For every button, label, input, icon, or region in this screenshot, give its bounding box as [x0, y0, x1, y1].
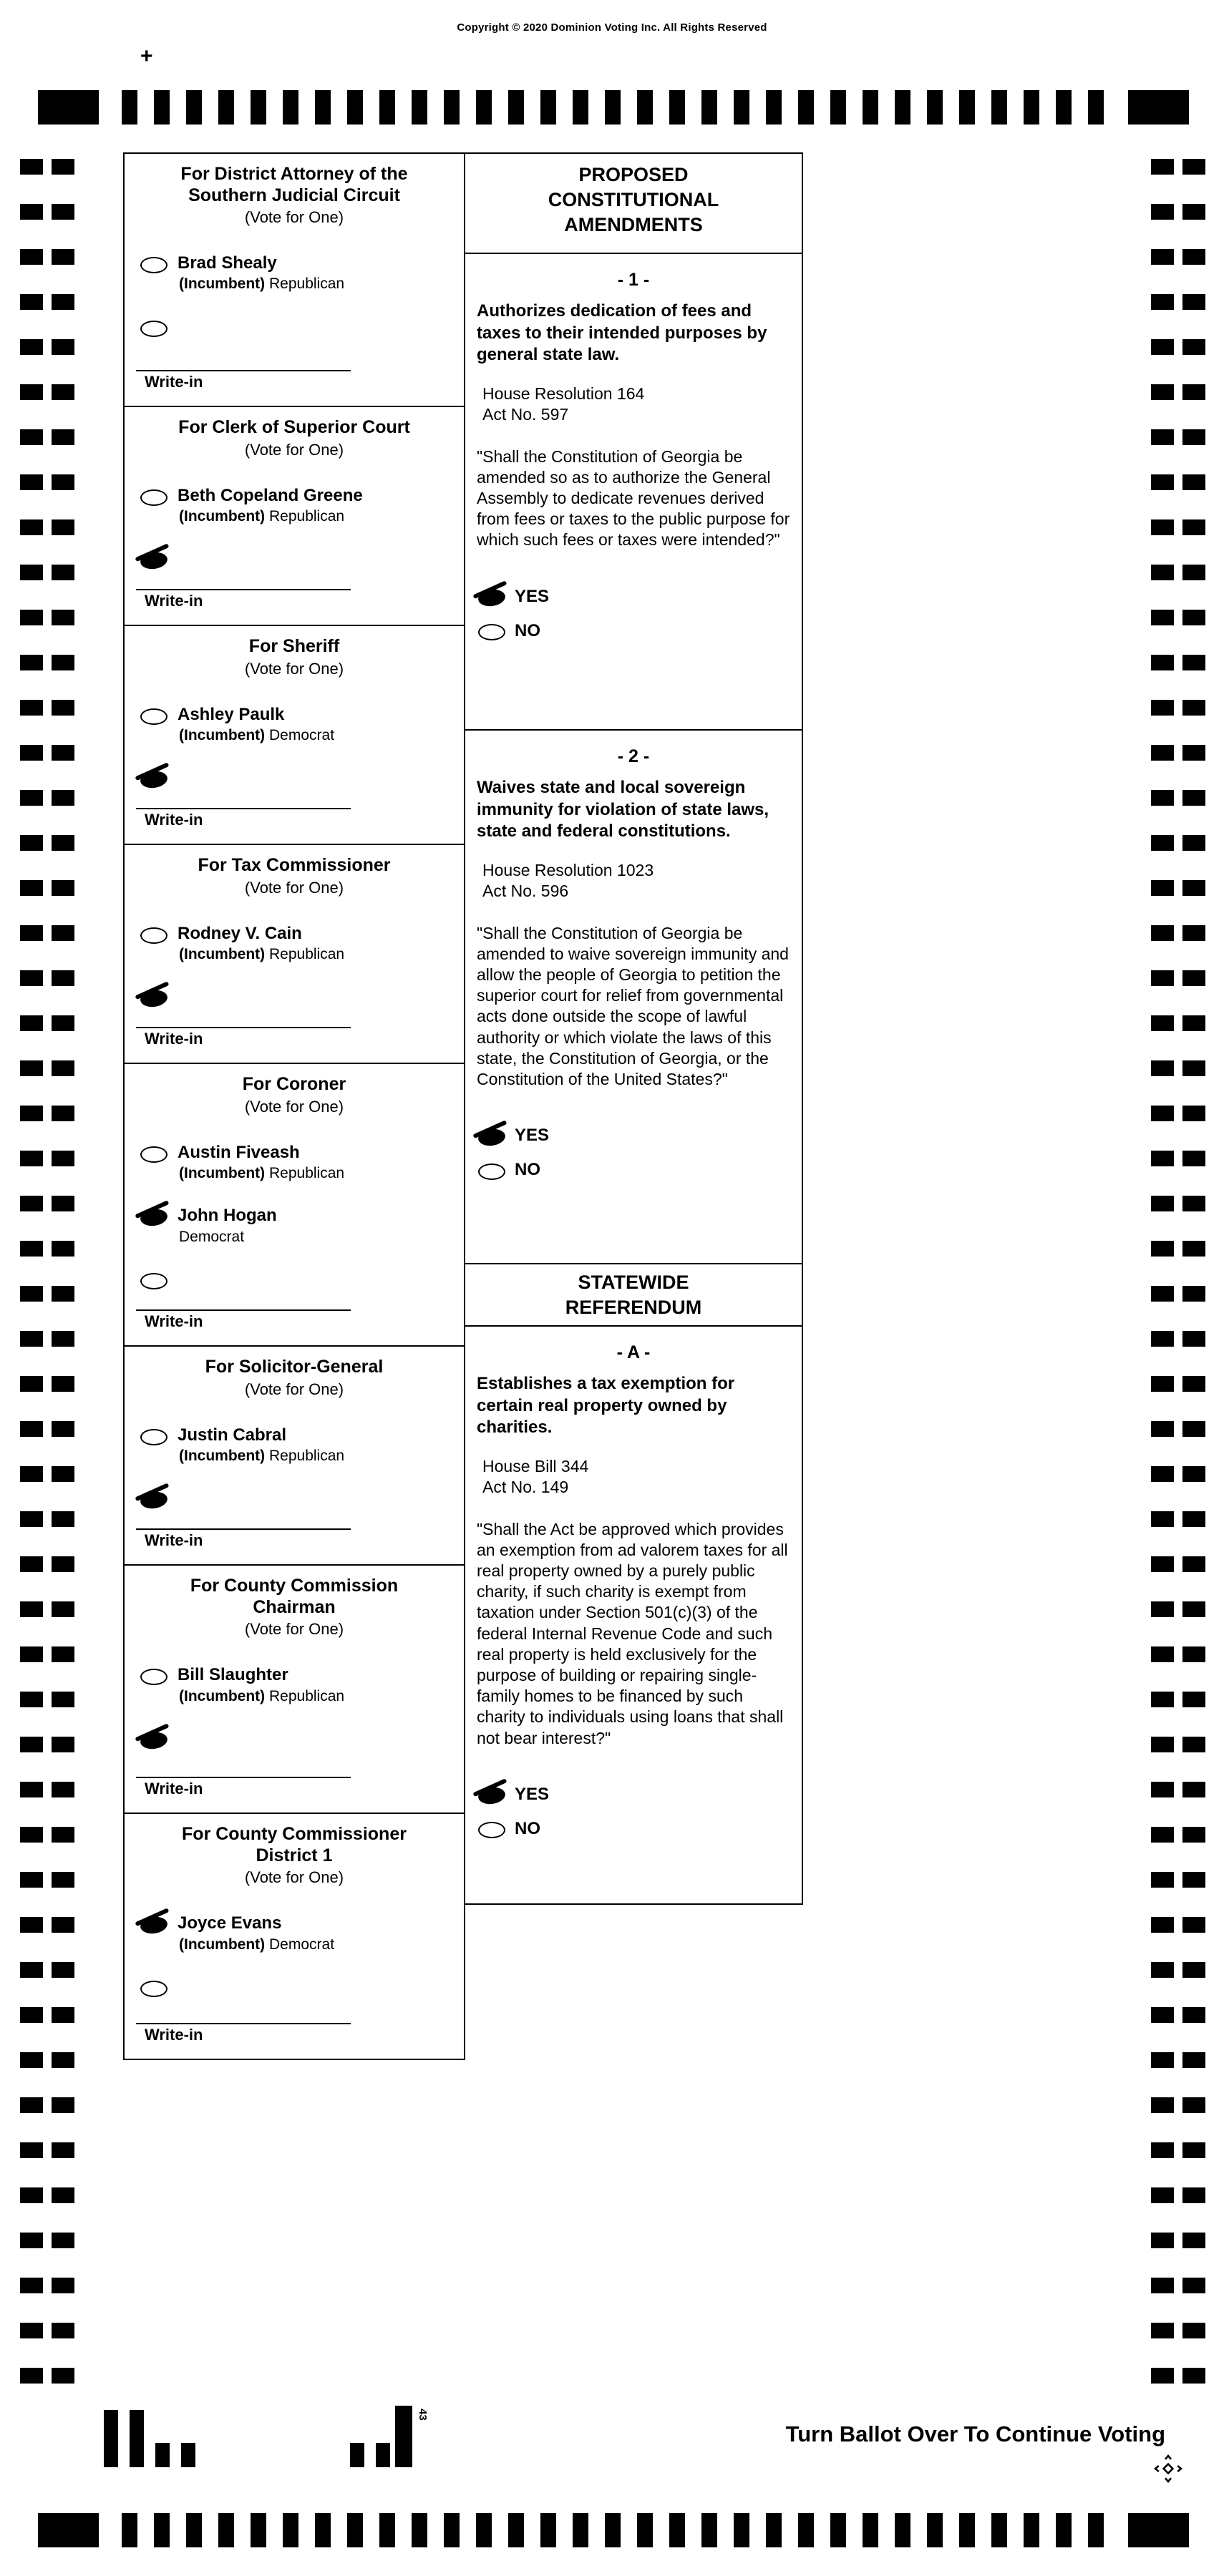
- race-title-line: For District Attorney of the: [180, 164, 408, 184]
- candidate-option: [125, 1206, 464, 1246]
- race-box-county-commission-chairman: [123, 1566, 465, 1814]
- candidate-name: Bill Slaughter: [178, 1665, 288, 1685]
- header-line: REFERENDUM: [565, 1297, 702, 1319]
- candidate-text: [178, 254, 344, 293]
- measure-summary: Authorizes dedication of fees and taxes to their intended purposes by general state law.: [477, 301, 767, 365]
- candidate-option: [125, 487, 464, 526]
- measure-number: - A -: [616, 1342, 651, 1362]
- measure-question: "Shall the Act be approved which provides an exemption from ad valorem taxes for all real property owned by a purely public charity, if such charity is exempt from taxation under Section 501(c)(3) of the federal Internal Revenue Code and such real property is held exclusively for the purpose of building or repairing single-family homes to be financed by such charity to individuals using loans that shall not bear interest?": [477, 1519, 788, 1747]
- race-header: [125, 1814, 464, 1890]
- write-in-line[interactable]: [136, 2023, 351, 2024]
- timing-column-right-inner: [1151, 159, 1174, 2399]
- race-title-line: For County Commission: [190, 1576, 399, 1596]
- timing-column-left-inner: [52, 159, 74, 2399]
- vote-for-one-label: (Vote for One): [244, 208, 344, 226]
- write-in-label: Write-in: [145, 1531, 203, 1550]
- candidate-oval[interactable]: [140, 1208, 169, 1228]
- race-box-district-attorney: [123, 152, 465, 407]
- yes-oval[interactable]: [477, 1786, 507, 1806]
- party-label: Republican: [269, 1687, 345, 1704]
- no-choice: [478, 1160, 802, 1180]
- candidate-name: Beth Copeland Greene: [178, 485, 363, 505]
- race-title-line: For County Commissioner: [182, 1824, 407, 1845]
- candidate-party: [179, 275, 344, 293]
- write-in-oval[interactable]: [140, 989, 169, 1009]
- race-title: [132, 1357, 457, 1378]
- incumbent-label: (Incumbent): [179, 1165, 266, 1182]
- write-in-line[interactable]: [136, 589, 351, 590]
- candidate-party: [179, 945, 344, 963]
- write-in-area: [125, 1289, 464, 1345]
- candidate-name: Austin Fiveash: [178, 1142, 300, 1162]
- measure-summary: Waives state and local sovereign immunity for violation of state laws, state and federal constitutions.: [477, 778, 769, 841]
- write-in-label: Write-in: [145, 1780, 203, 1798]
- yes-choice: [478, 587, 802, 607]
- write-in-option: [125, 550, 464, 569]
- party-label: Republican: [269, 1165, 345, 1182]
- race-title-line: Southern Judicial Circuit: [188, 185, 400, 205]
- yes-label: YES: [515, 586, 550, 606]
- yes-oval[interactable]: [477, 588, 507, 608]
- race-header: [125, 1566, 464, 1641]
- race-title: [132, 855, 457, 877]
- measure-box-referendum-a: [464, 1327, 803, 1905]
- write-in-option: [125, 1729, 464, 1749]
- write-in-option: [125, 1270, 464, 1289]
- timing-block-bottom-right: [1128, 2513, 1189, 2547]
- candidate-oval[interactable]: [140, 1669, 167, 1685]
- candidate-name: John Hogan: [178, 1206, 277, 1226]
- vote-for-one-label: (Vote for One): [244, 1380, 344, 1398]
- write-in-oval[interactable]: [140, 1491, 169, 1511]
- write-in-area: [125, 1757, 464, 1813]
- race-title-line: For Solicitor-General: [205, 1357, 384, 1377]
- race-title: [132, 164, 457, 206]
- authority-line: Act No. 149: [482, 1477, 569, 1496]
- ballot-code-bar: [350, 2443, 364, 2467]
- vote-for-one-label: (Vote for One): [244, 1620, 344, 1639]
- no-label: NO: [515, 1160, 540, 1180]
- race-title: [132, 1824, 457, 1866]
- no-choice: [478, 621, 802, 641]
- candidate-option: [125, 254, 464, 293]
- yes-choice: [478, 1785, 802, 1805]
- no-oval[interactable]: [478, 624, 505, 640]
- candidate-oval[interactable]: [140, 927, 167, 944]
- write-in-line[interactable]: [136, 1027, 351, 1028]
- write-in-oval[interactable]: [140, 1730, 169, 1750]
- measure-choices: [478, 572, 802, 660]
- no-oval[interactable]: [478, 1163, 505, 1180]
- candidate-oval[interactable]: [140, 257, 167, 273]
- candidate-party: [179, 726, 334, 744]
- candidate-party: [179, 1687, 344, 1705]
- incumbent-label: (Incumbent): [179, 507, 266, 525]
- measure-question: "Shall the Constitution of Georgia be amended to waive sovereign immunity and allow the people of Georgia to petition the superior court for relief from governmental acts done outside the scope of lawful authority or which violate the laws of this state, the Constitution of Georgia, or the Constitution of the United States?": [477, 923, 789, 1089]
- measure-authority: [482, 1456, 802, 1498]
- timing-block-top-left: [38, 90, 99, 125]
- race-title-line: Chairman: [253, 1596, 336, 1617]
- candidate-oval[interactable]: [140, 1146, 167, 1163]
- race-header: [125, 407, 464, 462]
- candidate-text: [178, 1206, 277, 1246]
- measure-authority: [482, 860, 802, 902]
- timing-bars-top: [122, 90, 1106, 125]
- authority-line: House Resolution 1023: [482, 861, 654, 880]
- write-in-label: Write-in: [145, 1030, 203, 1048]
- timing-block-top-right: [1128, 90, 1189, 125]
- measure-number: - 1 -: [617, 270, 650, 290]
- race-title-line: For Clerk of Superior Court: [178, 417, 410, 437]
- write-in-oval[interactable]: [140, 1981, 167, 1997]
- timing-column-left-outer: [20, 159, 43, 2399]
- candidate-party: [179, 1228, 277, 1246]
- write-in-label: Write-in: [145, 2026, 203, 2044]
- vote-for-one-label: (Vote for One): [244, 878, 344, 897]
- race-header: [125, 154, 464, 230]
- candidate-name: Rodney V. Cain: [178, 923, 302, 943]
- ballot-code-bar: [104, 2410, 118, 2467]
- write-in-line[interactable]: [136, 1309, 351, 1311]
- header-line: CONSTITUTIONAL: [548, 189, 719, 211]
- candidate-text: [178, 487, 363, 526]
- ballot-code-bar: [130, 2410, 144, 2467]
- timing-block-bottom-left: [38, 2513, 99, 2547]
- candidate-option: [125, 1143, 464, 1183]
- ballot-code-bar: [395, 2406, 412, 2467]
- write-in-area: [125, 788, 464, 844]
- ballot-code-bar: [155, 2443, 170, 2467]
- measure-question: "Shall the Constitution of Georgia be amended so as to authorize the General Assembly to dedicate revenues derived from fees or taxes to the public purpose for which such fees or taxes were intended?": [477, 447, 790, 550]
- candidate-name: Justin Cabral: [178, 1425, 287, 1445]
- candidate-oval[interactable]: [140, 489, 167, 506]
- race-title: [132, 636, 457, 658]
- ballot-code-bar: [181, 2443, 195, 2467]
- race-header: [125, 1064, 464, 1119]
- measure-choices: [478, 1770, 802, 1858]
- header-line: PROPOSED: [578, 164, 689, 185]
- candidate-text: [178, 1143, 344, 1183]
- race-box-sheriff: [123, 626, 465, 845]
- party-label: Democrat: [269, 726, 335, 743]
- write-in-oval[interactable]: [140, 1273, 167, 1289]
- vote-for-one-label: (Vote for One): [244, 1097, 344, 1116]
- measure-number: - 2 -: [617, 746, 650, 766]
- incumbent-label: (Incumbent): [179, 1687, 266, 1704]
- candidate-oval[interactable]: [140, 1916, 169, 1936]
- candidate-party: [179, 1447, 344, 1465]
- incumbent-label: (Incumbent): [179, 946, 266, 963]
- candidate-name: Joyce Evans: [178, 1913, 282, 1933]
- ballot-code-bar: [376, 2443, 390, 2467]
- write-in-option: [125, 987, 464, 1007]
- incumbent-label: (Incumbent): [179, 1448, 266, 1465]
- party-label: Republican: [269, 507, 345, 525]
- yes-choice: [478, 1126, 802, 1146]
- candidate-text: [178, 1426, 344, 1465]
- candidate-party: [179, 1936, 334, 1953]
- yes-oval[interactable]: [477, 1127, 507, 1147]
- race-title-line: District 1: [256, 1845, 333, 1865]
- measure-summary: Establishes a tax exemption for certain real property owned by charities.: [477, 1374, 735, 1438]
- race-title: [132, 1576, 457, 1618]
- authority-line: Act No. 597: [482, 404, 569, 424]
- no-label: NO: [515, 620, 540, 640]
- authority-line: Act No. 596: [482, 881, 569, 900]
- party-label: Republican: [269, 946, 345, 963]
- candidate-name: Ashley Paulk: [178, 704, 285, 724]
- candidate-name: Brad Shealy: [178, 253, 277, 273]
- no-choice: [478, 1819, 802, 1839]
- candidate-option: [125, 1426, 464, 1465]
- candidate-oval[interactable]: [140, 708, 167, 725]
- candidate-oval[interactable]: [140, 1429, 167, 1445]
- vote-for-one-label: (Vote for One): [244, 1868, 344, 1887]
- write-in-label: Write-in: [145, 811, 203, 829]
- party-label: Democrat: [179, 1228, 245, 1245]
- authority-line: House Bill 344: [482, 1457, 589, 1476]
- race-header: [125, 626, 464, 681]
- referendum-header: [465, 1264, 802, 1324]
- write-in-oval[interactable]: [140, 551, 169, 571]
- candidate-party: [179, 507, 363, 525]
- candidate-text: [178, 706, 334, 745]
- race-header: [125, 1347, 464, 1402]
- vote-for-one-label: (Vote for One): [244, 440, 344, 459]
- timing-bars-bottom: [122, 2513, 1106, 2547]
- sheet-code: 43: [417, 2409, 429, 2421]
- candidate-text: [178, 1914, 334, 1953]
- referendum-header-box: [464, 1264, 803, 1327]
- measure-box-amendment-2: [464, 731, 803, 1264]
- measure-authority: [482, 384, 802, 425]
- write-in-label: Write-in: [145, 373, 203, 391]
- incumbent-label: (Incumbent): [179, 275, 266, 293]
- race-box-coroner: [123, 1064, 465, 1347]
- write-in-option: [125, 318, 464, 337]
- party-label: Republican: [269, 275, 345, 293]
- no-label: NO: [515, 1818, 540, 1838]
- measure-box-amendment-1: [464, 254, 803, 731]
- candidate-text: [178, 924, 344, 964]
- write-in-oval[interactable]: [140, 321, 167, 337]
- race-box-solicitor-general: [123, 1347, 465, 1566]
- write-in-area: [125, 1508, 464, 1564]
- vote-for-one-label: (Vote for One): [244, 659, 344, 678]
- candidate-option: [125, 924, 464, 964]
- write-in-oval[interactable]: [140, 770, 169, 790]
- race-header: [125, 845, 464, 900]
- incumbent-label: (Incumbent): [179, 726, 266, 743]
- race-title-line: For Sheriff: [248, 636, 340, 657]
- yes-label: YES: [515, 1126, 550, 1146]
- no-oval[interactable]: [478, 1822, 505, 1838]
- amendments-header-box: [464, 152, 803, 254]
- candidate-text: [178, 1666, 344, 1705]
- candidate-option: [125, 1666, 464, 1705]
- incumbent-label: (Incumbent): [179, 1936, 266, 1953]
- candidate-party: [179, 1164, 344, 1182]
- race-title-line: For Coroner: [242, 1074, 346, 1095]
- party-label: Democrat: [269, 1936, 335, 1953]
- race-box-county-commissioner-district-1: [123, 1814, 465, 2060]
- authority-line: House Resolution 164: [482, 384, 645, 404]
- write-in-line[interactable]: [136, 370, 351, 371]
- write-in-label: Write-in: [145, 1312, 203, 1331]
- header-line: AMENDMENTS: [564, 214, 703, 236]
- write-in-line[interactable]: [136, 1528, 351, 1530]
- write-in-area: [125, 1007, 464, 1063]
- write-in-line[interactable]: [136, 808, 351, 809]
- header-line: STATEWIDE: [578, 1272, 689, 1293]
- yes-label: YES: [515, 1784, 550, 1804]
- race-title: [132, 1074, 457, 1096]
- party-label: Republican: [269, 1448, 345, 1465]
- race-box-clerk-superior-court: [123, 407, 465, 626]
- race-title: [132, 417, 457, 439]
- write-in-option: [125, 1978, 464, 1997]
- amendments-header: [465, 154, 802, 245]
- race-title-line: For Tax Commissioner: [198, 855, 391, 876]
- race-box-tax-commissioner: [123, 845, 465, 1064]
- measures-column: [464, 152, 803, 1905]
- registration-plus-mark: +: [140, 44, 153, 68]
- races-column: [123, 152, 465, 2060]
- write-in-area: [125, 350, 464, 406]
- write-in-option: [125, 1489, 464, 1508]
- turn-ballot-over-text: Turn Ballot Over To Continue Voting: [785, 2421, 1165, 2446]
- measure-choices: [478, 1111, 802, 1199]
- write-in-area: [125, 569, 464, 625]
- write-in-line[interactable]: [136, 1777, 351, 1778]
- candidate-option: [125, 706, 464, 745]
- write-in-label: Write-in: [145, 592, 203, 610]
- candidate-option: [125, 1914, 464, 1953]
- write-in-option: [125, 769, 464, 788]
- move-cursor-icon: [1152, 2453, 1184, 2484]
- copyright-text: Copyright © 2020 Dominion Voting Inc. All Rights Reserved: [457, 21, 767, 34]
- write-in-area: [125, 2003, 464, 2059]
- timing-column-right-outer: [1182, 159, 1205, 2399]
